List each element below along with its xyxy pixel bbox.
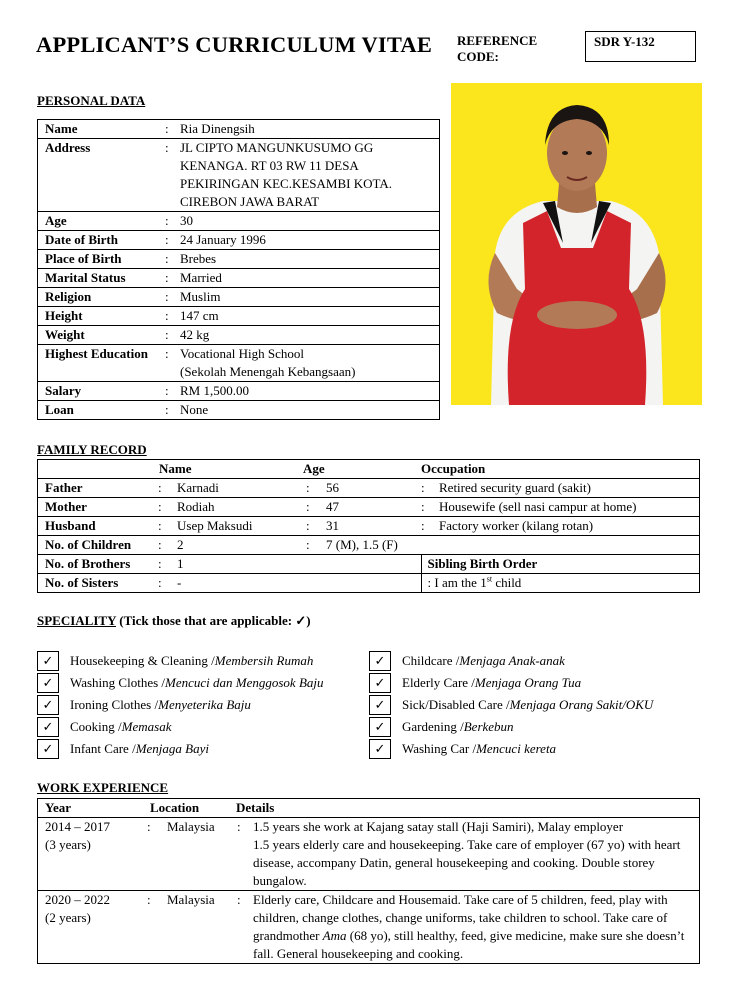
colon: :: [165, 250, 174, 269]
colon: :: [147, 819, 151, 834]
sibling-order-prefix: : I am the 1: [427, 575, 487, 590]
colon: :: [165, 212, 174, 231]
family-row-children: [38, 536, 700, 555]
field-value: JL CIPTO MANGUNKUSUMO GG KENANGA. RT 03 RW 11 DESA PEKIRINGAN KEC.KESAMBI KOTA. CIREBON JAWA BARAT: [174, 139, 440, 212]
work-year-range: 2020 – 2022: [45, 892, 110, 907]
colon: :: [165, 139, 174, 212]
work-details: [247, 818, 700, 891]
colon: :: [165, 120, 174, 139]
personal-row-pob: [38, 250, 440, 269]
field-label: Loan: [38, 401, 166, 420]
checkbox-checked[interactable]: ✓: [37, 739, 59, 759]
work-details: [247, 891, 700, 964]
personal-row-salary: [38, 382, 440, 401]
colon: :: [306, 537, 310, 552]
field-value: Married: [174, 269, 440, 288]
speciality-ms: Mencuci dan Menggosok Baju: [165, 675, 324, 690]
colon: :: [158, 537, 162, 552]
header-details: Details: [236, 800, 275, 815]
family-label: No. of Sisters: [45, 575, 119, 590]
speciality-en: Gardening /: [402, 719, 464, 734]
speciality-item: [37, 716, 324, 738]
work-details-text: Elderly care, Childcare and Housemaid. Take care of 5 children, feed, play with children, change clothes, change uniforms, take children to school. Take care of grandmother: [253, 892, 668, 943]
personal-row-loan: [38, 401, 440, 420]
field-label: Highest Education: [38, 345, 166, 382]
speciality-en: Ironing Clothes /: [70, 697, 159, 712]
speciality-heading-line: [37, 613, 311, 629]
speciality-item: [369, 650, 653, 672]
speciality-item: [37, 694, 324, 716]
speciality-ms: Mencuci kereta: [476, 741, 557, 756]
personal-row-dob: [38, 231, 440, 250]
colon: :: [165, 231, 174, 250]
header-name: Name: [159, 461, 192, 476]
sibling-order-suffix: child: [492, 575, 522, 590]
field-value: Brebes: [174, 250, 440, 269]
personal-data-heading: PERSONAL DATA: [37, 93, 146, 108]
work-duration: (2 years): [45, 910, 91, 925]
family-name: Karnadi: [177, 480, 219, 495]
colon: :: [158, 480, 162, 495]
family-row-brothers: [38, 555, 700, 574]
work-location: Malaysia: [167, 892, 215, 907]
colon: :: [237, 892, 241, 907]
speciality-ms: Menjaga Bayi: [135, 741, 209, 756]
header-location: Location: [150, 800, 200, 815]
speciality-item: [37, 650, 324, 672]
speciality-en: Housekeeping & Cleaning /: [70, 653, 215, 668]
colon: :: [421, 480, 425, 495]
family-occupation: Retired security guard (sakit): [439, 480, 591, 495]
speciality-en: Elderly Care /: [402, 675, 475, 690]
personal-row-age: [38, 212, 440, 231]
field-label: Marital Status: [38, 269, 166, 288]
personal-row-marital: [38, 269, 440, 288]
work-year: [38, 891, 134, 964]
children-count: 2: [177, 537, 184, 552]
checkbox-checked[interactable]: ✓: [369, 695, 391, 715]
applicant-photo: [451, 83, 702, 405]
colon: :: [306, 518, 310, 533]
colon: :: [165, 288, 174, 307]
colon: :: [165, 382, 174, 401]
colon: :: [165, 401, 174, 420]
family-label: No. of Children: [45, 537, 132, 552]
field-value: Muslim: [174, 288, 440, 307]
speciality-right-column: [369, 650, 653, 760]
work-experience-heading: WORK EXPERIENCE: [37, 780, 169, 795]
family-age: 47: [326, 499, 339, 514]
field-label: Address: [38, 139, 166, 212]
applicant-portrait-illustration: [451, 83, 702, 405]
colon: :: [158, 499, 162, 514]
speciality-ms: Menjaga Orang Tua: [474, 675, 582, 690]
work-details-text: (68 yo), still healthy, feed, give medicine, make sure she doesn’t fall. General housekeeping and cooking.: [253, 928, 685, 961]
children-ages: 7 (M), 1.5 (F): [326, 537, 398, 552]
speciality-en: Washing Car /: [402, 741, 477, 756]
header-age: Age: [303, 461, 325, 476]
sibling-order-label: Sibling Birth Order: [421, 555, 700, 574]
education-line-1: Vocational High School: [180, 346, 304, 361]
speciality-ms: Memasak: [121, 719, 172, 734]
colon: :: [421, 518, 425, 533]
colon: :: [165, 345, 174, 382]
field-value: Ria Dinengsih: [174, 120, 440, 139]
family-record-table: [37, 459, 700, 593]
family-row-sisters: [38, 574, 700, 593]
speciality-item: [369, 694, 653, 716]
work-year-range: 2014 – 2017: [45, 819, 110, 834]
work-experience-table: [37, 798, 700, 964]
family-header-row: [38, 460, 700, 479]
work-year: [38, 818, 134, 891]
speciality-item: [37, 738, 324, 760]
field-label: Date of Birth: [38, 231, 166, 250]
header-occupation: Occupation: [421, 461, 486, 476]
field-value: 147 cm: [174, 307, 440, 326]
speciality-item: [37, 672, 324, 694]
personal-row-address: [38, 139, 440, 212]
field-label: Weight: [38, 326, 166, 345]
family-row-father: [38, 479, 700, 498]
family-occupation: Factory worker (kilang rotan): [439, 518, 594, 533]
checkbox-checked[interactable]: ✓: [37, 695, 59, 715]
colon: :: [165, 326, 174, 345]
colon: :: [147, 892, 151, 907]
family-label: Father: [45, 480, 83, 495]
checkbox-checked[interactable]: ✓: [369, 739, 391, 759]
sibling-order-sup: st: [486, 574, 493, 584]
header-year: Year: [45, 800, 71, 815]
speciality-item: [369, 672, 653, 694]
colon: :: [421, 499, 425, 514]
speciality-en: Washing Clothes /: [70, 675, 166, 690]
personal-row-education: [38, 345, 440, 382]
personal-row-weight: [38, 326, 440, 345]
family-row-mother: [38, 498, 700, 517]
speciality-ms: Menjaga Orang Sakit/OKU: [509, 697, 654, 712]
family-name: Rodiah: [177, 499, 215, 514]
speciality-heading: SPECIALITY: [37, 613, 116, 628]
sisters-count: -: [177, 575, 182, 590]
work-details-line: 1.5 years she work at Kajang satay stall (Haji Samiri), Malay employer: [253, 819, 624, 834]
speciality-ms: Berkebun: [463, 719, 514, 734]
speciality-ms: Menyeterika Baju: [158, 697, 251, 712]
field-value: [174, 345, 440, 382]
colon: :: [306, 480, 310, 495]
speciality-ms: Menjaga Anak-anak: [459, 653, 565, 668]
colon: :: [306, 499, 310, 514]
brothers-count: 1: [177, 556, 184, 571]
field-value: 24 January 1996: [174, 231, 440, 250]
checkbox-checked[interactable]: ✓: [369, 651, 391, 671]
checkbox-checked[interactable]: ✓: [37, 717, 59, 737]
speciality-instruction: (Tick those that are applicable: ✓): [119, 613, 311, 628]
field-label: Name: [38, 120, 166, 139]
family-label: Husband: [45, 518, 96, 533]
checkbox-checked[interactable]: ✓: [37, 673, 59, 693]
speciality-item: [369, 716, 653, 738]
work-row: [38, 818, 700, 891]
work-details-emphasis: Ama: [322, 928, 347, 943]
field-label: Height: [38, 307, 166, 326]
checkbox-checked[interactable]: ✓: [369, 673, 391, 693]
work-location: Malaysia: [167, 819, 215, 834]
family-label: No. of Brothers: [45, 556, 131, 571]
speciality-en: Sick/Disabled Care /: [402, 697, 510, 712]
family-record-heading: FAMILY RECORD: [37, 442, 147, 457]
colon: :: [237, 819, 241, 834]
personal-row-name: [38, 120, 440, 139]
checkbox-checked[interactable]: ✓: [37, 651, 59, 671]
field-value: None: [174, 401, 440, 420]
work-row: [38, 891, 700, 964]
field-label: Place of Birth: [38, 250, 166, 269]
speciality-ms: Membersih Rumah: [214, 653, 314, 668]
speciality-en: Childcare /: [402, 653, 460, 668]
reference-code-label: REFERENCE CODE:: [457, 33, 538, 64]
colon: :: [165, 307, 174, 326]
education-line-2: (Sekolah Menengah Kebangsaan): [180, 364, 356, 379]
colon: :: [158, 518, 162, 533]
colon: :: [158, 556, 162, 571]
work-duration: (3 years): [45, 837, 91, 852]
colon: :: [158, 575, 162, 590]
checkbox-checked[interactable]: ✓: [369, 717, 391, 737]
speciality-en: Cooking /: [70, 719, 122, 734]
personal-row-religion: [38, 288, 440, 307]
personal-row-height: [38, 307, 440, 326]
work-header-row: [38, 799, 700, 818]
family-name: Usep Maksudi: [177, 518, 253, 533]
speciality-item: [369, 738, 653, 760]
family-row-husband: [38, 517, 700, 536]
family-age: 56: [326, 480, 339, 495]
field-label: Salary: [38, 382, 166, 401]
field-value: 30: [174, 212, 440, 231]
reference-code-box: SDR Y-132: [585, 31, 696, 62]
speciality-en: Infant Care /: [70, 741, 136, 756]
sibling-order-value: [421, 574, 700, 593]
family-occupation: Housewife (sell nasi campur at home): [439, 499, 637, 514]
personal-data-table: [37, 119, 440, 420]
family-age: 31: [326, 518, 339, 533]
field-label: Age: [38, 212, 166, 231]
document-title: APPLICANT’S CURRICULUM VITAE: [36, 32, 433, 57]
field-label: Religion: [38, 288, 166, 307]
header-blank: [38, 460, 152, 479]
work-details-line: 1.5 years elderly care and housekeeping. Take care of employer (67 yo) with heart disease, accompany Datin, general housekeeping and cooking. Double storey bungalow.: [253, 837, 681, 888]
speciality-left-column: [37, 650, 324, 760]
field-value: RM 1,500.00: [174, 382, 440, 401]
family-label: Mother: [45, 499, 87, 514]
field-value: 42 kg: [174, 326, 440, 345]
colon: :: [165, 269, 174, 288]
